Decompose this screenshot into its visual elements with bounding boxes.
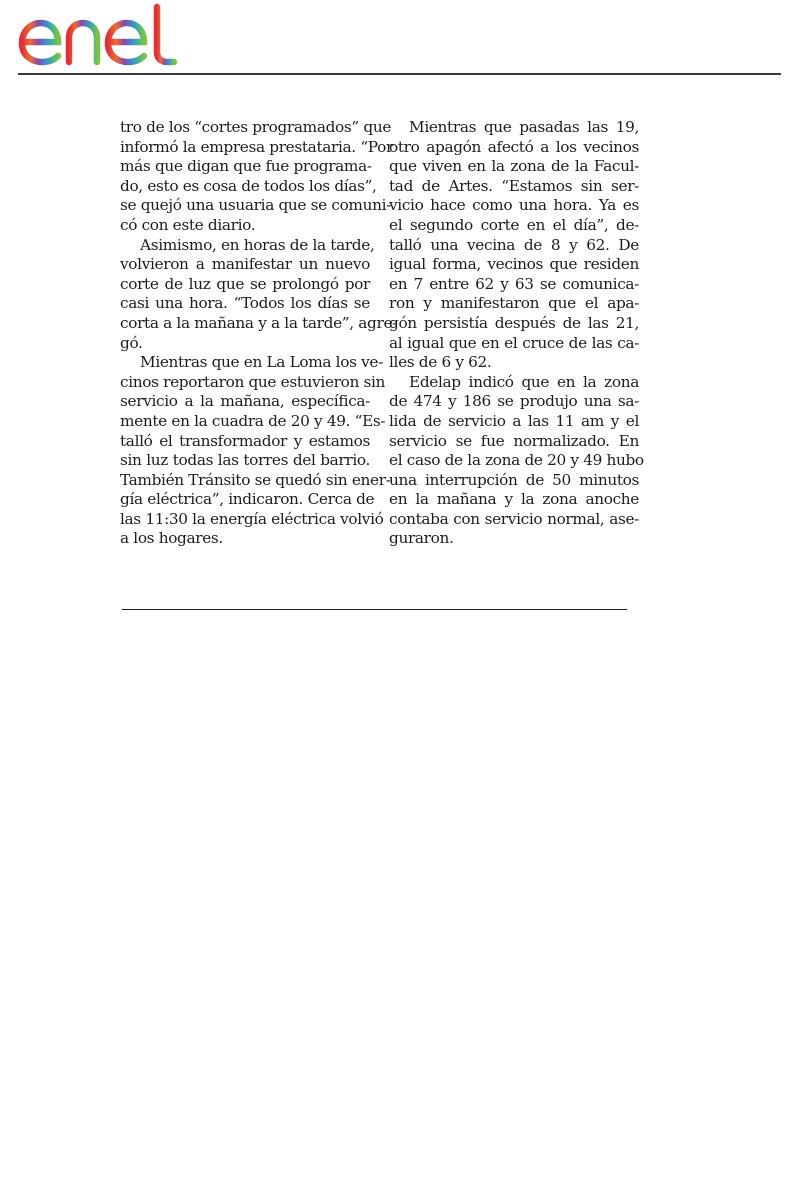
article-text-line: volvieron a manifestar un nuevo bbox=[120, 255, 370, 274]
article-text-line: a los hogares. bbox=[120, 529, 223, 548]
article-text-line: mente en la cuadra de 20 y 49. “Es- bbox=[120, 411, 386, 430]
article-text-line: gón persistía después de las 21, bbox=[389, 313, 639, 332]
article-text-line: en la mañana y la zona anoche bbox=[389, 490, 639, 509]
article-text-line: gía eléctrica”, indicaron. Cerca de bbox=[120, 490, 375, 509]
article-end-divider bbox=[122, 609, 627, 610]
article-text-line: ron y manifestaron que el apa- bbox=[389, 294, 639, 313]
article-text-line: las 11:30 la energía eléctrica volvió bbox=[120, 509, 384, 528]
article-text-line: contaba con servicio normal, ase- bbox=[389, 509, 639, 528]
article-column-right bbox=[389, 118, 644, 549]
article-text-line: Edelap indicó que en la zona bbox=[409, 372, 639, 391]
article-text-line: cinos reportaron que estuvieron sin bbox=[120, 372, 386, 391]
article-text-line: servicio a la mañana, específica- bbox=[120, 392, 370, 411]
article-text-line: tro de los “cortes programados” que bbox=[120, 118, 392, 136]
article-text-line: otro apagón afectó a los vecinos bbox=[389, 137, 639, 156]
article-text-line: lida de servicio a las 11 am y el bbox=[389, 411, 639, 430]
header-divider bbox=[18, 73, 781, 75]
article-text-line: más que digan que fue programa- bbox=[120, 157, 372, 176]
article-text-line: informó la empresa prestataria. “Por bbox=[120, 137, 393, 156]
article-text-line: en 7 entre 62 y 63 se comunica- bbox=[389, 274, 639, 293]
article-text-line: talló una vecina de 8 y 62. De bbox=[389, 235, 639, 254]
article-text-line: de 474 y 186 se produjo una sa- bbox=[389, 392, 639, 411]
article-text-line: al igual que en el cruce de las ca- bbox=[389, 333, 639, 352]
article-text-line: Mientras que en La Loma los ve- bbox=[140, 353, 383, 372]
article-text-line: corta a la mañana y a la tarde”, agre- bbox=[120, 313, 397, 332]
article-text-line: el segundo corte en el día”, de- bbox=[389, 215, 639, 234]
article-text-line: También Tránsito se quedó sin ener- bbox=[120, 470, 391, 489]
article-text-line: el caso de la zona de 20 y 49 hubo bbox=[389, 451, 644, 470]
article-text-line: Asimismo, en horas de la tarde, bbox=[140, 235, 375, 254]
enel-logo bbox=[16, 2, 186, 70]
article-text-line: una interrupción de 50 minutos bbox=[389, 470, 639, 489]
article-text-line: Mientras que pasadas las 19, bbox=[409, 118, 639, 136]
article-text-line: se quejó una usuaria que se comuni- bbox=[120, 196, 391, 215]
article-text-line: talló el transformador y estamos bbox=[120, 431, 370, 450]
article-text-line: có con este diario. bbox=[120, 215, 256, 234]
article-text-line: corte de luz que se prolongó por bbox=[120, 274, 370, 293]
article-text-line: sin luz todas las torres del barrio. bbox=[120, 451, 370, 470]
article-text-line: vicio hace como una hora. Ya es bbox=[389, 196, 639, 215]
article-column-left bbox=[120, 118, 397, 549]
article-text-line: tad de Artes. “Estamos sin ser- bbox=[389, 176, 639, 195]
article-text-line: gó. bbox=[120, 333, 143, 352]
article-text-line: lles de 6 y 62. bbox=[389, 353, 492, 372]
article-text-line: do, esto es cosa de todos los días”, bbox=[120, 176, 377, 195]
article-text-line: casi una hora. “Todos los días se bbox=[120, 294, 370, 313]
article-text-line: guraron. bbox=[389, 529, 454, 548]
article-text-line: que viven en la zona de la Facul- bbox=[389, 157, 639, 176]
article-text-line: servicio se fue normalizado. En bbox=[389, 431, 639, 450]
article-text-line: igual forma, vecinos que residen bbox=[389, 255, 639, 274]
